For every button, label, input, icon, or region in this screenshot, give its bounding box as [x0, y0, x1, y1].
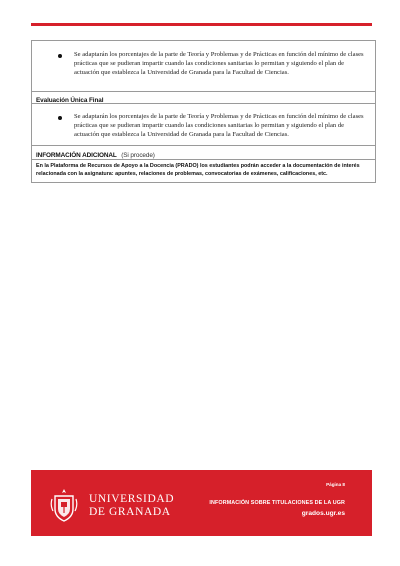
- university-wordmark: UNIVERSIDAD DE GRANADA: [89, 493, 175, 518]
- bullet-icon: [58, 116, 62, 120]
- bullet-item: [32, 41, 375, 78]
- evaluacion-unica-heading: Evaluación Única Final: [36, 97, 104, 104]
- evaluacion-unica-heading-row: [32, 91, 375, 103]
- bullet-text: Se adaptarán los porcentajes de la parte de Teoría y Problemas y de Prácticas en función del mínimo de clases prácticas que se pudieran impartir cuando las condiciones sanitarias lo permitan y siguiendo el plan de actuación que establezca la Universidad de Granada para la Facultad de Ciencias.: [74, 113, 364, 138]
- top-red-rule: [31, 23, 372, 26]
- info-heading-note: (Si procede): [121, 152, 155, 159]
- titulaciones-label: INFORMACIÓN SOBRE TITULACIONES DE LA UGR: [209, 500, 345, 506]
- university-seal-icon: [49, 487, 79, 523]
- info-body: En la Plataforma de Recursos de Apoyo a la Docencia (PRADO) los estudiantes podrán acceder a la documentación de interés relacionada con la asignatura: apuntes, relaciones de problemas, convocatorias de exámenes, calificaciones, etc.: [32, 159, 375, 178]
- bullet-text: Se adaptarán los porcentajes de la parte de Teoría y Problemas y de Prácticas en función del mínimo de clases prácticas que se pudieran impartir cuando las condiciones sanitarias lo permitan y siguiendo el plan de actuación que establezca la Universidad de Granada para la Facultad de Ciencias.: [74, 51, 364, 76]
- info-heading: INFORMACIÓN ADICIONAL: [36, 152, 117, 159]
- info-heading-row: [32, 145, 375, 159]
- grados-link[interactable]: grados.ugr.es: [301, 510, 345, 517]
- evaluacion-unica-cell: [32, 103, 375, 145]
- footer-band: [31, 470, 372, 536]
- evaluacion-continua-cell: [32, 41, 375, 91]
- bullet-item: [32, 104, 375, 140]
- bullet-icon: [58, 54, 62, 58]
- evaluation-table: [31, 40, 376, 183]
- page-number: Página 8: [326, 482, 345, 487]
